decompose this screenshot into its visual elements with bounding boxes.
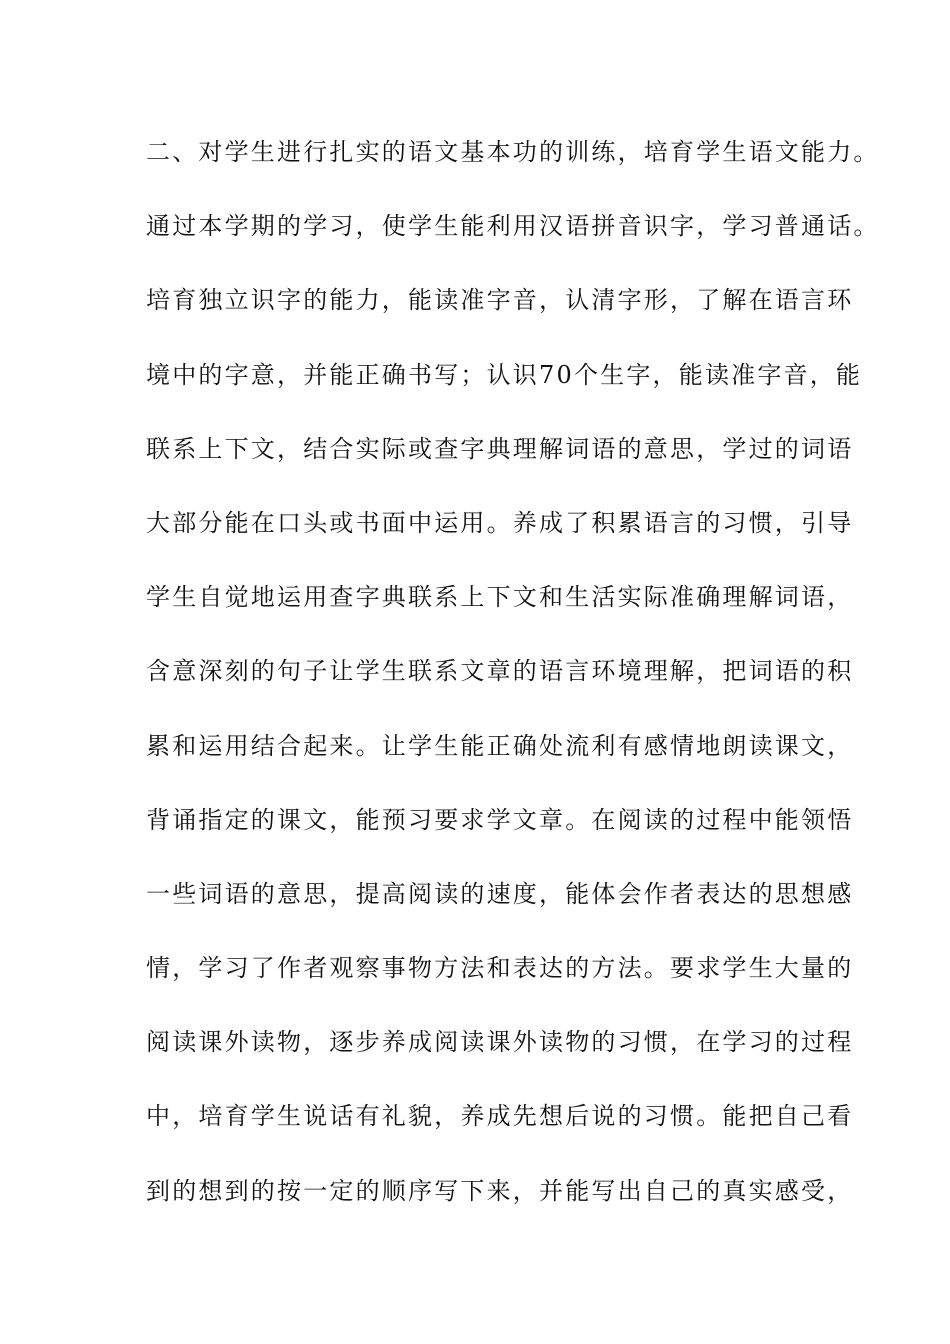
text-line: 一些词语的意思，提高阅读的速度，能体会作者表达的思想感 (146, 879, 854, 908)
text-line: 中，培育学生说话有礼貌，养成先想后说的习惯。能把自己看 (146, 1102, 854, 1131)
text-line: 阅读课外读物，逐步养成阅读课外读物的习惯，在学习的过程 (146, 1028, 854, 1057)
text-line: 大部分能在口头或书面中运用。养成了积累语言的习惯，引导 (146, 508, 854, 537)
text-line: 到的想到的按一定的顺序写下来，并能写出自己的真实感受， (146, 1176, 854, 1205)
text-line: 培育独立识字的能力，能读准字音，认清字形，了解在语言环 (146, 286, 854, 315)
text-line: 背诵指定的课文，能预习要求学文章。在阅读的过程中能领悟 (146, 805, 854, 834)
text-line: 二、对学生进行扎实的语文基本功的训练，培育学生语文能力。 (146, 138, 880, 166)
text-line: 累和运用结合起来。让学生能正确处流利有感情地朗读课文， (146, 731, 854, 760)
text-line: 通过本学期的学习，使学生能利用汉语拼音识字，学习普通话。 (146, 212, 880, 241)
text-line: 含意深刻的句子让学生联系文章的语言环境理解，把词语的积 (146, 657, 854, 686)
text-line: 联系上下文，结合实际或查字典理解词语的意思，学过的词语 (146, 434, 854, 463)
text-line: 情，学习了作者观察事物方法和表达的方法。要求学生大量的 (146, 954, 854, 983)
text-line: 境中的字意，并能正确书写；认识70个生字，能读准字音，能 (146, 360, 863, 389)
body-paragraph (146, 127, 880, 1240)
text-line: 学生自觉地运用查字典联系上下文和生活实际准确理解词语， (146, 583, 854, 612)
